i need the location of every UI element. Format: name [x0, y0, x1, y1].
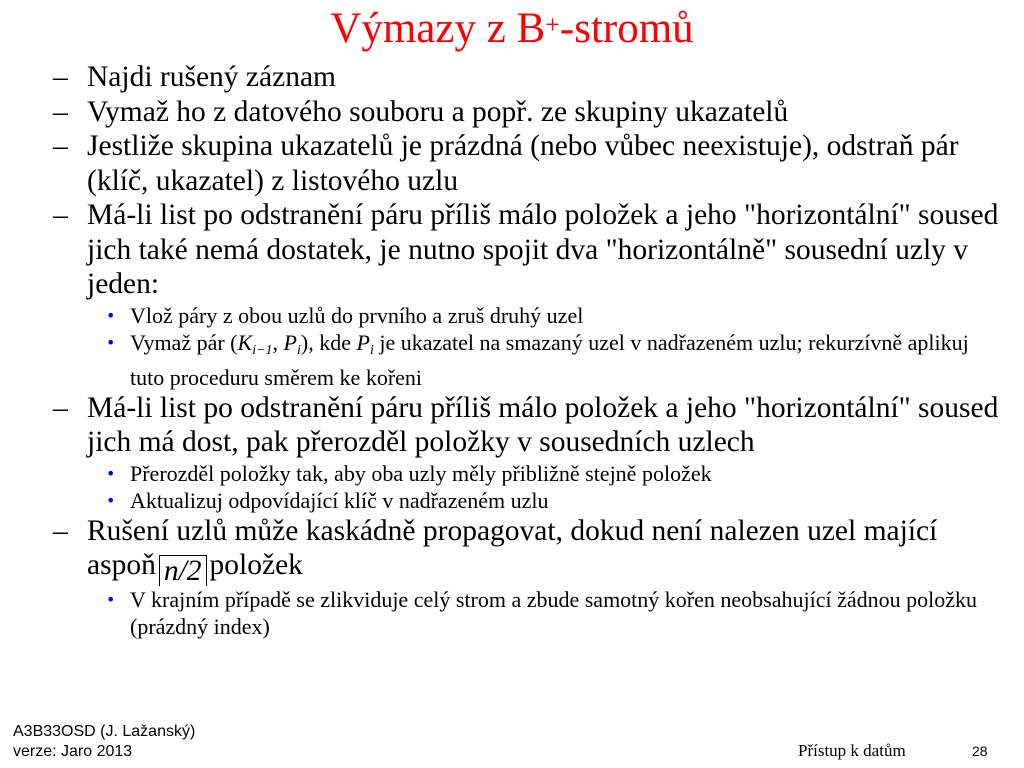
ceiling-expression: [159, 555, 207, 586]
title-superscript: +: [545, 10, 560, 39]
bullet-item: [0, 198, 1024, 302]
footer-course-info: [13, 722, 195, 762]
dash-marker: –: [53, 61, 68, 93]
var-p2-subscript: i: [369, 342, 374, 358]
dash-marker: –: [53, 199, 68, 231]
bullet-text-a: Rušení uzlů může kaskádně propagovat, dokud není nalezen uzel mající aspoň: [87, 514, 938, 581]
bullet-item: [0, 60, 1024, 95]
bullet-item: [0, 95, 1024, 130]
page-number: 28: [972, 743, 988, 759]
sub-bullet-text: V krajním případě se zlikviduje celý strom a zbude samotný kořen neobsahující žádnou položku (prázdný index): [130, 587, 977, 639]
sub-bullet-text: Vlož páry z obou uzlů do prvního a zruš druhý uzel: [130, 302, 584, 328]
dash-marker: –: [53, 391, 68, 424]
sub-bullet-text-b: ), kde: [300, 329, 357, 355]
sub-bullet-item: [0, 302, 1024, 329]
var-k: K: [237, 329, 253, 355]
title-main: Výmazy z B: [330, 5, 546, 52]
var-k-subscript: i−1: [252, 342, 273, 358]
var-p2: P: [356, 329, 370, 355]
bullet-item: [0, 514, 1024, 587]
sub-bullet-text: Aktualizuj odpovídající klíč v nadřazeném uzlu: [130, 487, 549, 513]
footer-course: A3B33OSD (J. Lažanský): [13, 723, 196, 740]
bullet-dot: •: [106, 463, 116, 483]
bullet-text: Jestliže skupina ukazatelů je prázdná (nebo vůbec neexistuje), odstraň pár (klíč, ukazatel) z listového uzlu: [87, 130, 959, 197]
dash-marker: –: [53, 130, 68, 162]
var-p: P: [283, 329, 297, 355]
bullet-text: Vymaž ho z datového souboru a popř. ze skupiny ukazatelů: [87, 95, 789, 128]
sub-bullet-text-a: Vymaž pár (: [130, 329, 238, 355]
bullet-dot: •: [106, 590, 116, 609]
bullet-dot: •: [106, 305, 116, 325]
bullet-dot: •: [106, 490, 116, 510]
sub-bullet-item: [0, 586, 1024, 640]
slide-content: [0, 60, 1024, 640]
bullet-item: [0, 391, 1024, 460]
sub-bullet-text: Přerozděl položky tak, aby oba uzly měly přibližně stejně položek: [130, 460, 712, 486]
sub-bullet-text-c: je ukazatel na smazaný uzel v nadřazeném uzlu; rekurzívně aplikuj tuto proceduru směrem ke kořeni: [130, 329, 969, 390]
bullet-text-b: položek: [209, 549, 303, 581]
sub-bullet-item: [0, 460, 1024, 487]
footer-topic: Přístup k datům: [798, 741, 906, 760]
bullet-text: Má-li list po odstranění páru příliš málo položek a jeho "horizontální" soused jich má dost, pak přerozděl položky v sousedních uzlech: [87, 391, 999, 458]
bullet-text: Najdi rušený záznam: [87, 61, 337, 93]
ceiling-content: n/2: [163, 555, 202, 587]
comma: ,: [272, 329, 284, 355]
footer-version: verze: Jaro 2013: [13, 743, 133, 760]
bullet-dot: •: [106, 332, 116, 352]
dash-marker: –: [53, 95, 68, 128]
sub-bullet-item: [0, 487, 1024, 514]
var-p-subscript: i: [297, 342, 301, 358]
title-rest: -stromů: [559, 5, 694, 52]
bullet-item: [0, 129, 1024, 198]
slide-title: [0, 4, 1024, 54]
sub-bullet-item: [0, 329, 1024, 391]
dash-marker: –: [53, 514, 68, 547]
bullet-text: Má-li list po odstranění páru příliš málo položek a jeho "horizontální" soused jich také nemá dostatek, je nutno spojit dva "horizontálně" sousední uzly v jeden:: [87, 199, 999, 300]
